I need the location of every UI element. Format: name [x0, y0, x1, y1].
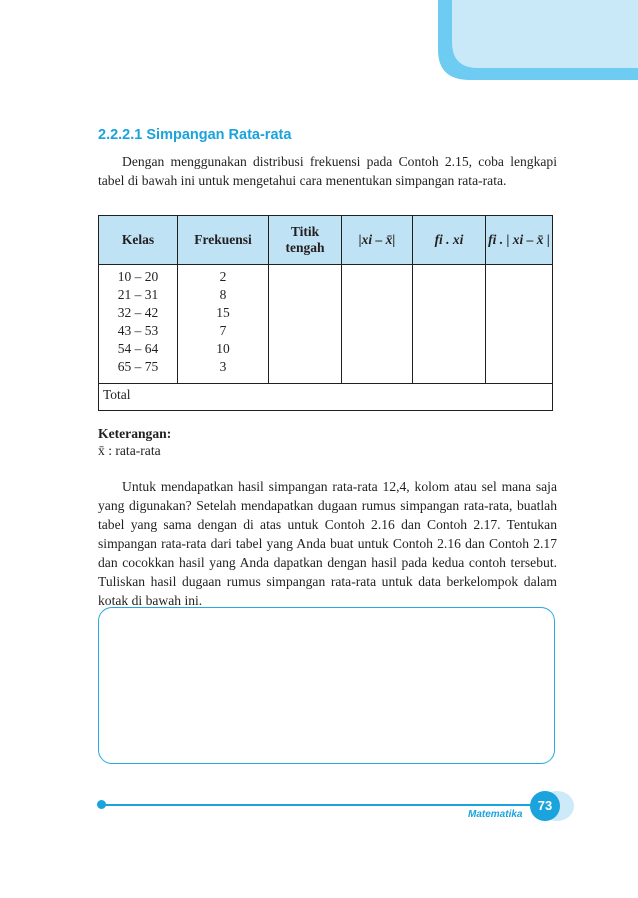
header-frekuensi: Frekuensi	[178, 216, 269, 265]
corner-decoration	[0, 0, 638, 90]
titik-tengah-cell	[269, 265, 342, 384]
frekuensi-cell	[178, 265, 269, 384]
table-total-row	[99, 384, 553, 411]
header-titik-tengah: Titik tengah	[269, 216, 342, 265]
kelas-value: 54 – 64	[117, 341, 159, 356]
body-paragraph: Untuk mendapatkan hasil simpangan rata-rata 12,4, kolom atau sel mana saja yang digunakan? Setelah mendapatkan dugaan rumus simpangan rata-rata, buatlah tabel yang sama dengan di atas untuk Contoh 2.16 dan Contoh 2.17. Tentukan simpangan rata-rata dari tabel yang Anda buat untuk Contoh 2.16 dan Contoh 2.17 dan cocokkan hasil yang Anda dapatkan dengan hasil pada kedua contoh tersebut. Tuliskan hasil dugaan rumus simpangan rata-rata untuk data berkelompok dalam kotak di bawah ini.	[98, 479, 557, 608]
kelas-value: 43 – 53	[117, 323, 159, 338]
header-abs-deviation: |xi – x̄|	[342, 216, 413, 265]
frekuensi-value: 2	[219, 269, 227, 284]
keterangan-title: Keterangan:	[98, 426, 172, 441]
fi-xi-cell	[413, 265, 486, 384]
frequency-table	[98, 215, 553, 411]
footer-line	[103, 804, 543, 806]
answer-box[interactable]	[98, 607, 555, 764]
total-label: Total	[99, 384, 178, 411]
table-header-row	[99, 216, 553, 265]
header-kelas: Kelas	[99, 216, 178, 265]
kelas-value: 65 – 75	[117, 359, 159, 374]
footer-dot	[97, 800, 106, 809]
kelas-value: 21 – 31	[117, 287, 159, 302]
frekuensi-value: 15	[216, 305, 230, 320]
frekuensi-value: 8	[219, 287, 227, 302]
frekuensi-value: 3	[219, 359, 227, 374]
fi-abs-deviation-cell	[486, 265, 553, 384]
abs-deviation-cell	[342, 265, 413, 384]
kelas-cell	[99, 265, 178, 384]
header-fi-abs-deviation: fi . | xi – x̄ |	[486, 216, 553, 265]
page-number: 73	[530, 791, 560, 821]
keterangan-line: x̄ : rata-rata	[98, 443, 161, 458]
kelas-value: 32 – 42	[117, 305, 159, 320]
kelas-value: 10 – 20	[117, 269, 159, 284]
table-data-row	[99, 265, 553, 384]
footer-subject: Matematika	[468, 809, 523, 820]
frekuensi-value: 7	[219, 323, 227, 338]
section-title: 2.2.2.1 Simpangan Rata-rata	[98, 127, 292, 143]
header-fi-xi: fi . xi	[413, 216, 486, 265]
total-blank	[178, 384, 553, 411]
intro-paragraph: Dengan menggunakan distribusi frekuensi pada Contoh 2.15, coba lengkapi tabel di bawah ini untuk mengetahui cara menentukan simpangan rata-rata.	[98, 154, 557, 188]
frekuensi-value: 10	[216, 341, 230, 356]
